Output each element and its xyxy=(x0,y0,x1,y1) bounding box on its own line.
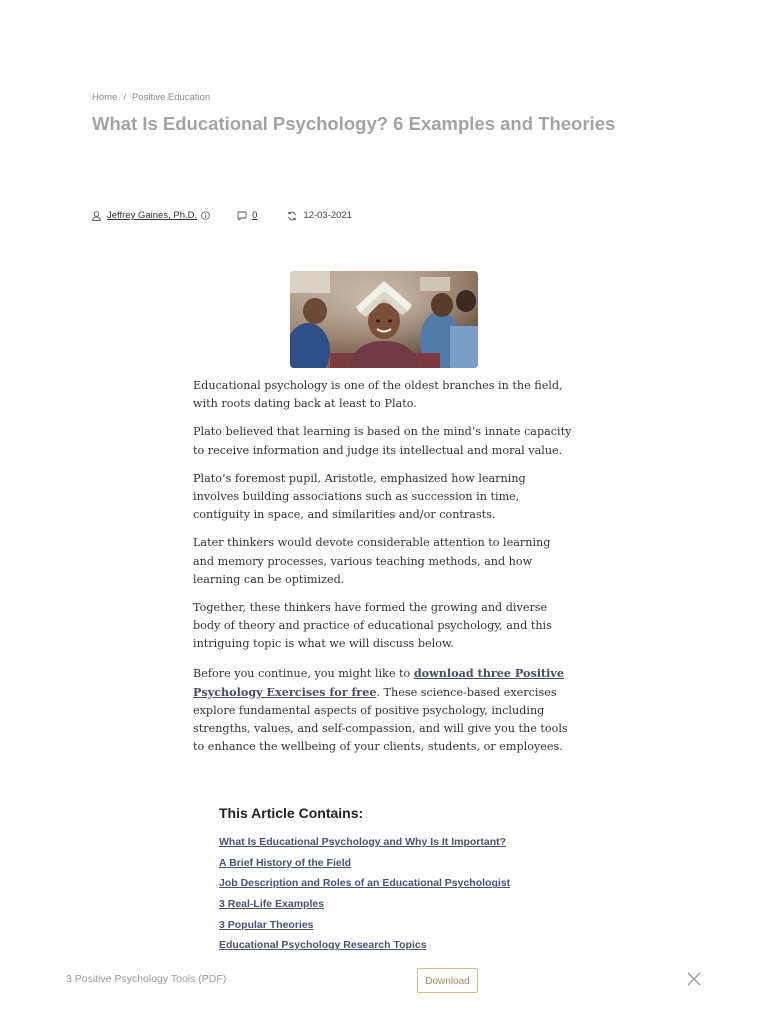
toc-item xyxy=(219,938,599,959)
breadcrumb-separator: / xyxy=(123,92,126,103)
toc-list xyxy=(219,835,599,959)
intro-paragraph-6 xyxy=(193,664,575,757)
table-of-contents xyxy=(219,805,599,959)
toc-link-what-is-educational-psychology[interactable]: What Is Educational Psychology and Why Is It Important? xyxy=(219,836,507,848)
toc-link-brief-history[interactable]: A Brief History of the Field xyxy=(219,856,352,869)
page-title: What Is Educational Psychology? 6 Examples and Theories xyxy=(92,113,616,134)
paragraph-6-lead: Before you continue, you might like to xyxy=(193,666,414,680)
breadcrumb-category-link[interactable]: Positive Education xyxy=(131,92,211,103)
comments-meta xyxy=(237,210,257,221)
paragraph-6-tail: . These science-based exercises explore fundamental aspects of positive psychology, including strengths, values, and self-compassion, and will give you the tools to enhance the wellbeing of your clients, students, or employees. xyxy=(193,685,568,754)
comment-icon xyxy=(237,211,247,221)
promo-bar xyxy=(0,958,768,1006)
user-icon xyxy=(92,211,101,221)
author-meta xyxy=(92,210,210,221)
breadcrumb xyxy=(92,92,210,103)
intro-paragraph-3: Plato’s foremost pupil, Aristotle, emphasized how learning involves building associations such as succession in time, contiguity in space, and similarities and/or contrasts. xyxy=(193,471,526,522)
intro-paragraph-5: Together, these thinkers have formed the growing and diverse body of theory and practice of educational psychology, and this intriguing topic is what we will discuss below. xyxy=(193,601,552,651)
intro-paragraph-1: Educational psychology is one of the oldest branches in the field, with roots dating back at least to Plato. xyxy=(193,379,563,411)
author-link[interactable]: Jeffrey Gaines, Ph.D. xyxy=(107,210,198,221)
toc-item xyxy=(219,835,599,856)
toc-link-popular-theories[interactable]: 3 Popular Theories xyxy=(219,918,314,931)
toc-link-real-life-examples[interactable]: 3 Real-Life Examples xyxy=(219,898,325,911)
promo-text: 3 Positive Psychology Tools (PDF) xyxy=(66,973,227,985)
refresh-icon xyxy=(287,211,297,221)
article-meta xyxy=(92,210,352,221)
intro-paragraph-4: Later thinkers would devote considerable attention to learning and memory processes, various teaching methods, and how learning can be optimized. xyxy=(193,536,551,586)
article-date: 12-03-2021 xyxy=(303,210,353,221)
toc-item xyxy=(219,897,599,918)
comments-count-link[interactable]: 0 xyxy=(252,210,258,221)
hero-image xyxy=(290,271,478,368)
toc-link-research-topics[interactable]: Educational Psychology Research Topics xyxy=(219,939,427,952)
breadcrumb-home-link[interactable]: Home xyxy=(92,92,118,103)
download-button[interactable]: Download xyxy=(417,968,478,993)
close-icon[interactable] xyxy=(687,972,701,986)
date-meta xyxy=(287,210,352,221)
intro-paragraph-2: Plato believed that learning is based on the mind’s innate capacity to receive information and judge its intellectual and moral value. xyxy=(193,425,572,457)
toc-link-job-description[interactable]: Job Description and Roles of an Educational Psychologist xyxy=(219,877,511,890)
toc-heading: This Article Contains: xyxy=(219,805,364,821)
toc-item xyxy=(219,876,599,897)
download-exercises-link[interactable]: download three Positive Psychology Exercises for free xyxy=(193,665,565,699)
toc-item xyxy=(219,918,599,939)
toc-item xyxy=(219,856,599,877)
info-icon[interactable] xyxy=(201,211,210,220)
article-body xyxy=(193,377,575,767)
